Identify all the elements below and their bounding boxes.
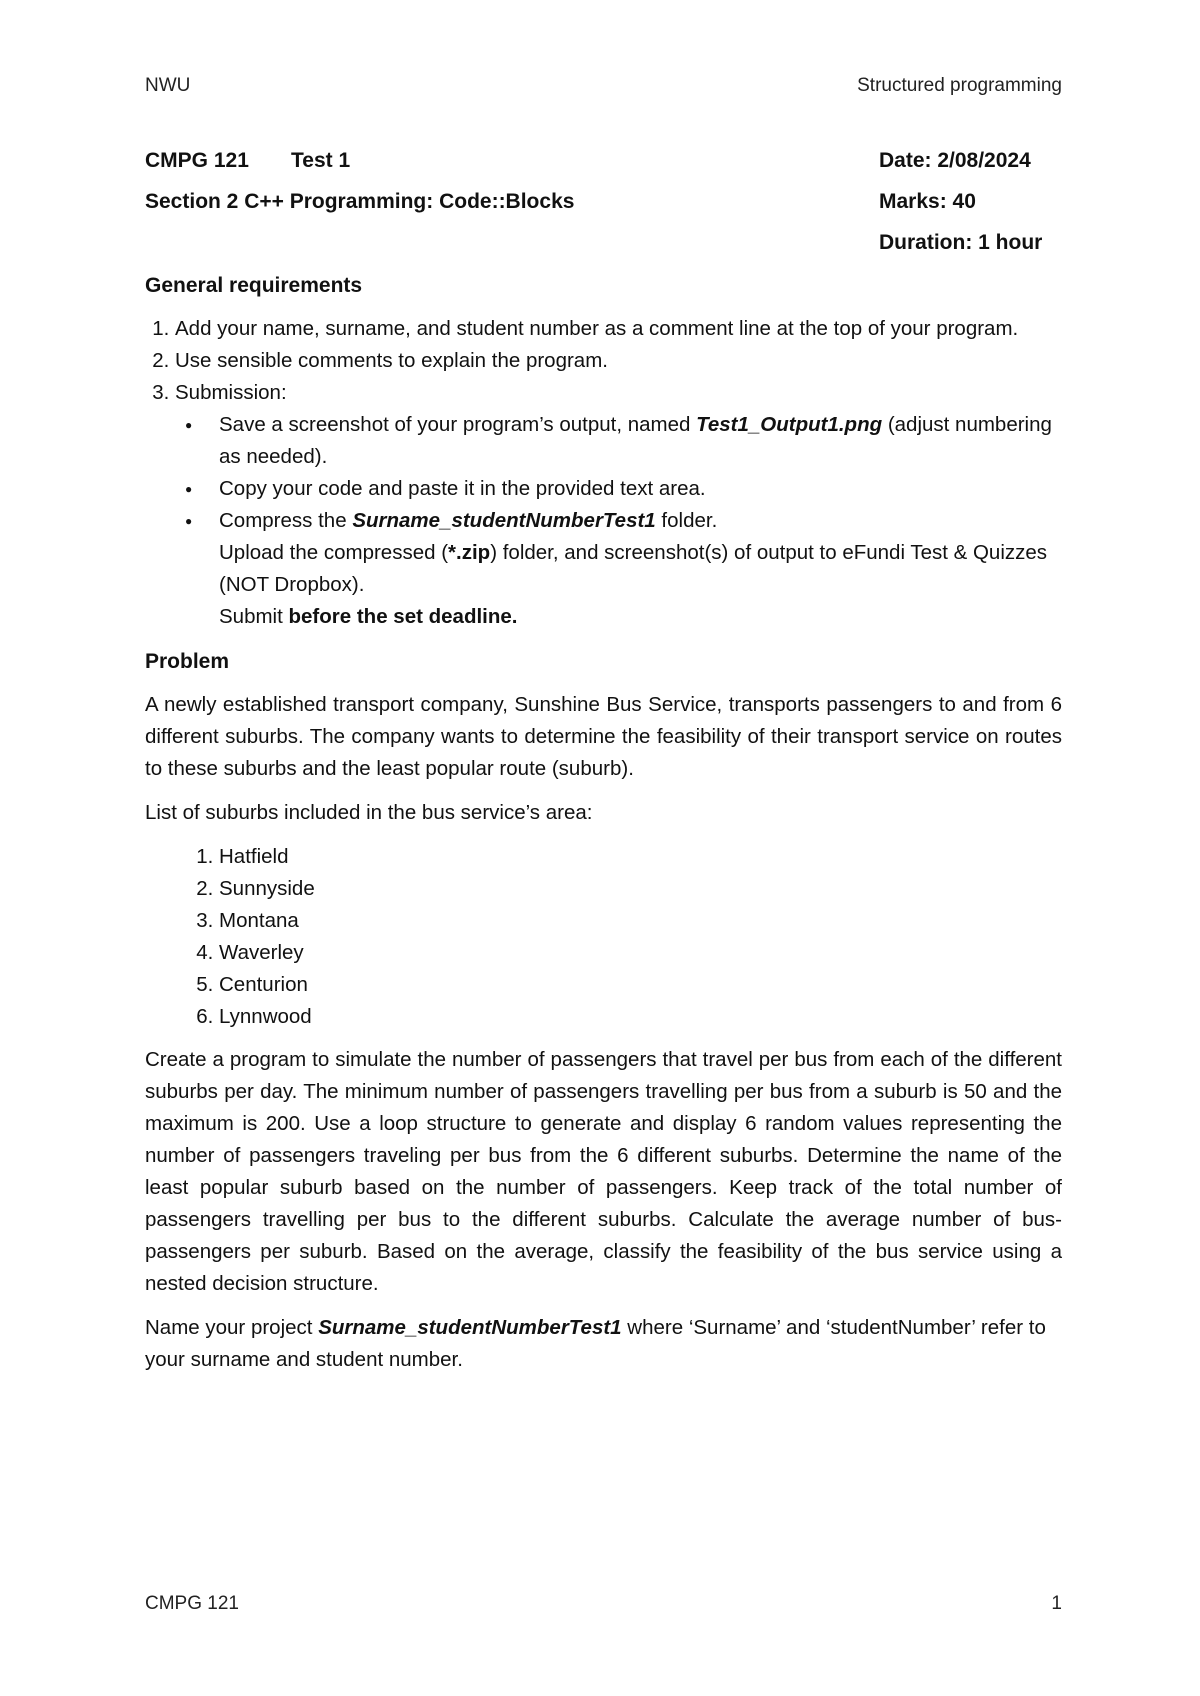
submission-item: [219, 473, 1062, 505]
requirement-item: [175, 377, 1062, 633]
meta-row-2: [145, 186, 1062, 227]
text-run: where ‘Surname’ and ‘studentNumber’ refer to your surname and student number.: [145, 1316, 1046, 1371]
text-run: Submit: [219, 605, 289, 628]
project-name: Surname_studentNumberTest1: [318, 1316, 622, 1339]
header-module-title: Structured programming: [857, 75, 1062, 96]
footer-course: CMPG 121: [145, 1593, 239, 1614]
duration: Duration: 1 hour: [879, 231, 1043, 254]
meta-row-1: [145, 145, 1062, 186]
suburb-item: 3. Montana: [219, 905, 1062, 937]
text-run: (adjust numbering as needed).: [219, 413, 1052, 468]
deadline-note: before the set deadline.: [288, 605, 518, 628]
suburb-item: 4. Waverley: [219, 937, 1062, 969]
text-run: Compress the: [219, 509, 353, 532]
requirement-text: Add your name, surname, and student number as a comment line at the top of your program.: [175, 317, 1019, 340]
suburb-item: 6. Lynnwood: [219, 1001, 1062, 1033]
text-run: folder.: [655, 509, 718, 532]
test-name: Test 1: [291, 149, 351, 172]
page-number: 1: [1051, 1593, 1062, 1614]
submission-item: [219, 409, 1062, 473]
suburb-list-label: List of suburbs included in the bus service’s area:: [145, 801, 593, 824]
suburb-item: 1. Hatfield: [219, 841, 1062, 873]
general-requirements-heading: General requirements: [145, 274, 363, 297]
submission-item: [219, 505, 1062, 633]
folder-name: Surname_studentNumberTest1: [352, 509, 656, 532]
suburb-item: 2. Sunnyside: [219, 873, 1062, 905]
zip-extension: *.zip: [448, 541, 491, 564]
header-institution: NWU: [145, 75, 191, 96]
page-footer: [145, 1588, 1062, 1620]
requirement-item: [175, 345, 1062, 377]
requirement-item: [175, 313, 1062, 345]
document-body: [145, 145, 1062, 1388]
problem-intro: A newly established transport company, Sunshine Bus Service, transports passengers to and from 6 different suburbs. The company wants to determine the feasibility of their transport service on routes to these suburbs and the least popular route (suburb).: [145, 693, 1062, 780]
suburb-item: 5. Centurion: [219, 969, 1062, 1001]
requirement-text: Use sensible comments to explain the program.: [175, 349, 608, 372]
text-run: Name your project: [145, 1316, 319, 1339]
filename: Test1_Output1.png: [696, 413, 883, 436]
project-naming: [145, 1312, 1062, 1376]
text-run: ) folder, and screenshot(s) of output to eFundi Test & Quizzes (NOT Dropbox).: [219, 541, 1048, 596]
suburb-list: [145, 841, 1062, 1033]
requirements-list: [145, 313, 1062, 633]
text-run: Copy your code and paste it in the provided text area.: [219, 477, 706, 500]
text-run: Upload the compressed (: [219, 541, 449, 564]
requirement-text: Submission:: [175, 381, 287, 404]
meta-row-3: [145, 227, 1062, 268]
test-date: Date: 2/08/2024: [879, 149, 1031, 172]
marks: Marks: 40: [879, 190, 976, 213]
page-header: [145, 70, 1062, 102]
text-run: Save a screenshot of your program’s output, named: [219, 413, 697, 436]
submission-list: [175, 409, 1062, 633]
course-code: CMPG 121: [145, 149, 249, 172]
task-description: Create a program to simulate the number of passengers that travel per bus from each of the different suburbs per day. The minimum number of passengers travelling per bus from a suburb is 50 and the maximum is 200. Use a loop structure to generate and display 6 random values representing the number of passengers traveling per bus from the 6 different suburbs. Determine the name of the least popular suburb based on the number of passengers. Keep track of the total number of passengers travelling per bus to the different suburbs. Calculate the average number of bus-passengers per suburb. Based on the average, classify the feasibility of the bus service using a nested decision structure.: [145, 1048, 1062, 1295]
problem-heading: Problem: [145, 650, 230, 673]
section-title: Section 2 C++ Programming: Code::Blocks: [145, 190, 575, 213]
